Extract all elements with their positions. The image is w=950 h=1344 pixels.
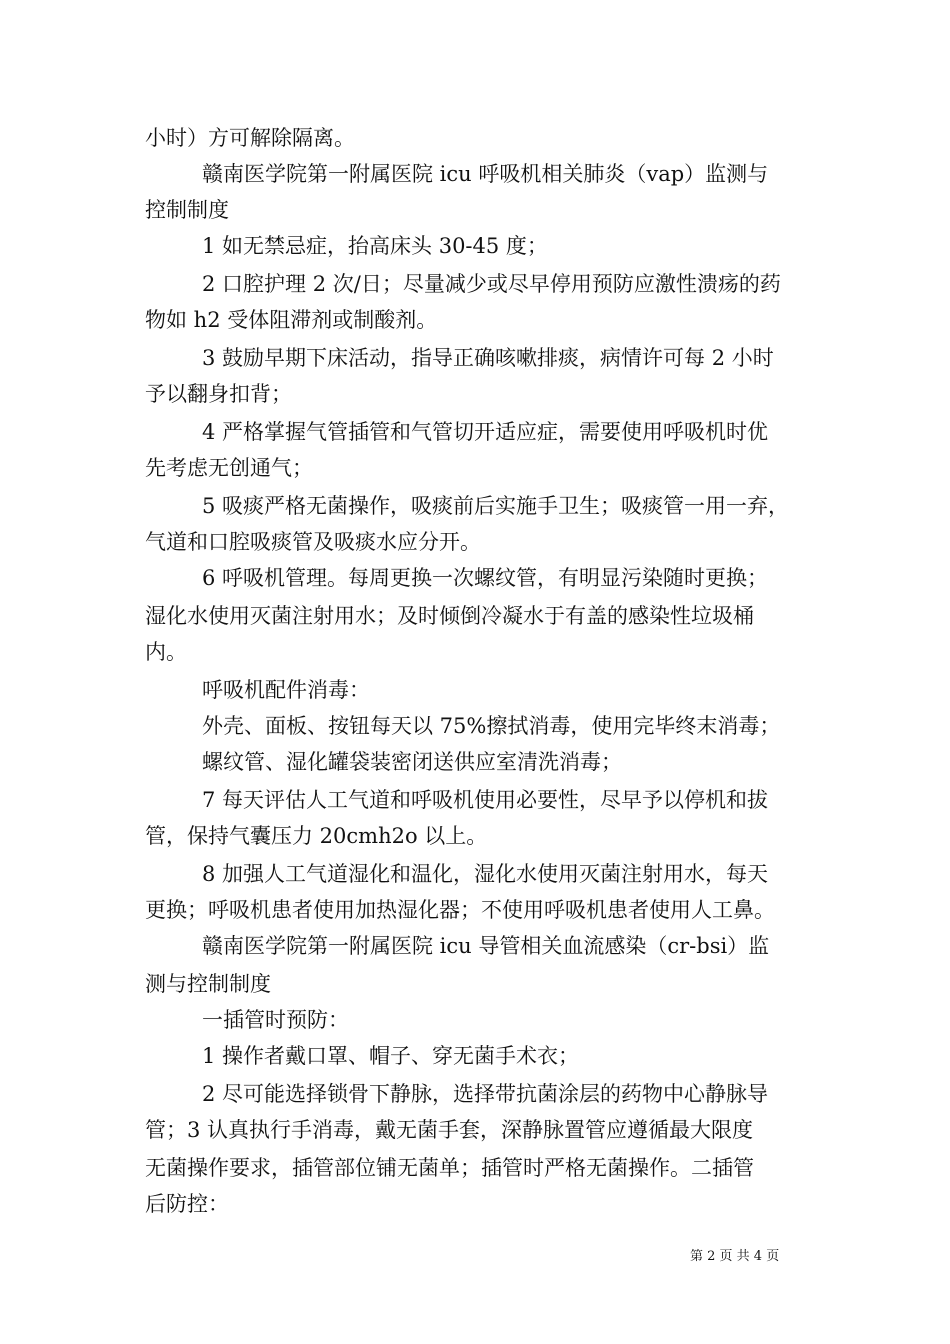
text-line: 管，保持气囊压力 20cmh2o 以上。 bbox=[145, 824, 488, 848]
text-line: 2 口腔护理 2 次/日；尽量减少或尽早停用预防应激性溃疡的药 bbox=[202, 272, 781, 296]
text-line: 外壳、面板、按钮每天以 75%擦拭消毒，使用完毕终末消毒； bbox=[202, 714, 781, 738]
text-line: 7 每天评估人工气道和呼吸机使用必要性，尽早予以停机和拔 bbox=[202, 788, 769, 812]
text-line: 8 加强人工气道湿化和温化，湿化水使用灭菌注射用水，每天 bbox=[202, 862, 769, 886]
text-line: 一插管时预防： bbox=[202, 1008, 349, 1032]
text-line: 先考虑无创通气； bbox=[145, 456, 313, 480]
text-line: 3 鼓励早期下床活动，指导正确咳嗽排痰，病情许可每 2 小时 bbox=[202, 346, 774, 370]
text-line: 1 操作者戴口罩、帽子、穿无菌手术衣； bbox=[202, 1044, 580, 1068]
text-line: 后防控： bbox=[145, 1192, 229, 1216]
text-line: 物如 h2 受体阻滞剂或制酸剂。 bbox=[145, 308, 438, 332]
text-line: 气道和口腔吸痰管及吸痰水应分开。 bbox=[145, 530, 481, 554]
text-line: 5 吸痰严格无菌操作，吸痰前后实施手卫生；吸痰管一用一弃， bbox=[202, 494, 790, 518]
text-line: 无菌操作要求，插管部位铺无菌单；插管时严格无菌操作。二插管 bbox=[145, 1156, 754, 1180]
text-line: 2 尽可能选择锁骨下静脉，选择带抗菌涂层的药物中心静脉导 bbox=[202, 1082, 769, 1106]
text-line: 螺纹管、湿化罐袋装密闭送供应室清洗消毒； bbox=[202, 750, 622, 774]
text-line: 湿化水使用灭菌注射用水；及时倾倒冷凝水于有盖的感染性垃圾桶 bbox=[145, 604, 754, 628]
text-line: 予以翻身扣背； bbox=[145, 382, 292, 406]
page-number: 第 2 页 共 4 页 bbox=[690, 1249, 780, 1264]
text-line: 小时）方可解除隔离。 bbox=[145, 126, 355, 150]
section-heading-continued: 控制制度 bbox=[145, 198, 229, 222]
text-line: 6 呼吸机管理。每周更换一次螺纹管，有明显污染随时更换； bbox=[202, 566, 769, 590]
section-heading: 赣南医学院第一附属医院 icu 呼吸机相关肺炎（vap）监测与 bbox=[202, 162, 769, 186]
text-line: 4 严格掌握气管插管和气管切开适应症，需要使用呼吸机时优 bbox=[202, 420, 769, 444]
text-line: 内。 bbox=[145, 640, 187, 664]
text-line: 呼吸机配件消毒： bbox=[202, 678, 370, 702]
text-line: 1 如无禁忌症，抬高床头 30-45 度； bbox=[202, 234, 548, 258]
text-line: 更换；呼吸机患者使用加热湿化器；不使用呼吸机患者使用人工鼻。 bbox=[145, 898, 775, 922]
section-heading-continued: 测与控制制度 bbox=[145, 972, 271, 996]
section-heading: 赣南医学院第一附属医院 icu 导管相关血流感染（cr-bsi）监 bbox=[202, 934, 770, 958]
text-line: 管；3 认真执行手消毒，戴无菌手套，深静脉置管应遵循最大限度 bbox=[145, 1118, 754, 1142]
